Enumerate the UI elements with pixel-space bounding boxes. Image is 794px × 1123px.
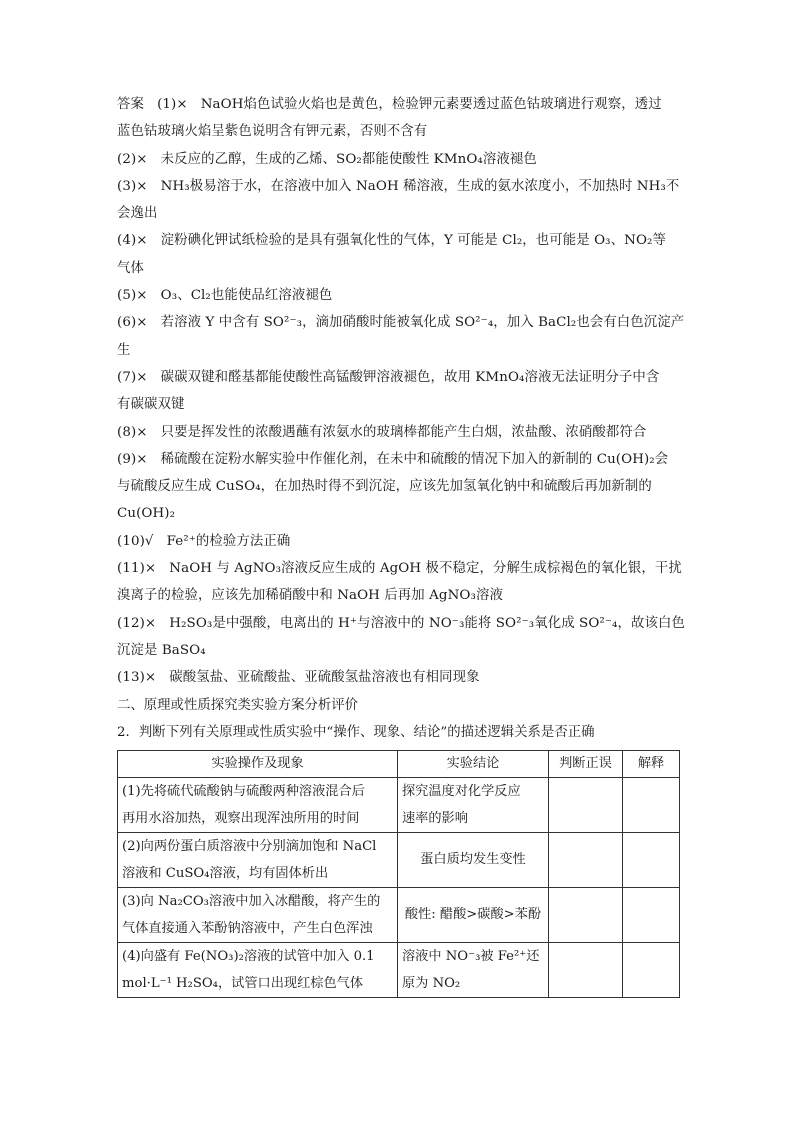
answer-7-text: 碳碳双键和醛基都能使酸性高锰酸钾溶液褪色，故用 KMnO₄溶液无法证明分子中含: [160, 369, 660, 385]
conclusion-line: 速率的影响: [402, 810, 468, 826]
answer-8: [117, 419, 679, 446]
judgement-cell[interactable]: [549, 832, 623, 887]
explanation-cell[interactable]: [623, 777, 680, 832]
answer-1-line-1: [117, 91, 679, 118]
section-title: 二、原理或性质探究类实验方案分析评价: [117, 697, 359, 713]
answer-3-line-1: [117, 173, 679, 200]
judgement-cell[interactable]: [549, 887, 623, 942]
operation-cell: [118, 887, 398, 942]
answer-13: [117, 664, 679, 691]
answer-7-line-2: 有碳碳双键: [117, 397, 185, 413]
answer-8-text: 只要是挥发性的浓酸遇蘸有浓氨水的玻璃棒都能产生白烟，浓盐酸、浓硝酸都符合: [160, 424, 647, 440]
answer-9-line-1: [117, 446, 679, 473]
conclusion-cell: 蛋白质均发生变性: [398, 832, 549, 887]
answer-label: 答案: [117, 97, 144, 112]
answer-1-number: (1)×: [157, 97, 188, 112]
answer-10: [117, 528, 679, 555]
answer-7-line-1: [117, 364, 679, 391]
answer-5-text: O₃、Cl₂也能使品红溶液褪色: [160, 288, 333, 304]
operation-line: (4)向盛有 Fe(NO₃)₂溶液的试管中加入 0.1: [122, 948, 375, 964]
answer-1-text: NaOH焰色试验火焰也是黄色，检验钾元素要透过蓝色钴玻璃进行观察，透过: [200, 97, 662, 112]
answer-4-line-1: [117, 227, 679, 254]
answer-4-line-2: 气体: [117, 260, 144, 276]
table-row: [118, 942, 680, 997]
answer-12-line-1: [117, 610, 685, 637]
answer-12-text: H₂SO₃是中强酸，电离出的 H⁺与溶液中的 NO⁻₃能将 SO²⁻₃氧化成 SO²⁻₄，故该白色: [169, 615, 685, 631]
operation-line: mol·L⁻¹ H₂SO₄，试管口出现红棕色气体: [122, 975, 364, 991]
conclusion-line: 溶液中 NO⁻₃被 Fe²⁺还: [402, 948, 540, 964]
explanation-cell[interactable]: [623, 887, 680, 942]
answer-5: [117, 282, 679, 309]
operation-line: 气体直接通入苯酚钠溶液中，产生白色浑浊: [122, 920, 373, 936]
operation-line: 溶液和 CuSO₄溶液，均有固体析出: [122, 865, 329, 881]
operation-line: (3)向 Na₂CO₃溶液中加入冰醋酸，将产生的: [122, 893, 381, 909]
operation-line: (2)向两份蛋白质溶液中分别滴加饱和 NaCl: [122, 838, 377, 854]
answer-5-number: (5)×: [117, 288, 148, 304]
answer-13-number: (13)×: [117, 670, 157, 686]
answer-3-number: (3)×: [117, 178, 148, 194]
header-conclusion: 实验结论: [398, 750, 549, 777]
answer-2-number: (2)×: [117, 151, 148, 167]
answer-12-number: (12)×: [117, 615, 157, 631]
judgement-cell[interactable]: [549, 777, 623, 832]
answer-10-number: (10)√: [117, 533, 154, 549]
operation-cell: [118, 777, 398, 832]
answer-page: [117, 91, 685, 998]
conclusion-line: 原为 NO₂: [402, 975, 461, 991]
header-explanation: 解释: [623, 750, 680, 777]
operation-cell: [118, 832, 398, 887]
operation-line: (1)先将硫代硫酸钠与硫酸两种溶液混合后: [122, 783, 365, 799]
answer-2-text: 未反应的乙醇，生成的乙烯、SO₂都能使酸性 KMnO₄溶液褪色: [160, 151, 537, 167]
table-row: [118, 832, 680, 887]
answer-12-line-2: 沉淀是 BaSO₄: [117, 642, 206, 658]
conclusion-line: 探究温度对化学反应: [402, 783, 521, 799]
answer-11-text: NaOH 与 AgNO₃溶液反应生成的 AgOH 极不稳定，分解生成棕褐色的氧化银，干扰: [169, 561, 682, 577]
answer-6-line-2: 生: [117, 342, 131, 358]
table-row: [118, 887, 680, 942]
answer-3-line-2: 会逸出: [117, 206, 158, 222]
answer-8-number: (8)×: [117, 424, 148, 440]
answer-6-number: (6)×: [117, 315, 148, 331]
answer-9-line-2: 与硫酸反应生成 CuSO₄，在加热时得不到沉淀，应该先加氢氧化钠中和硫酸后再加新制的: [117, 479, 652, 495]
header-operation: 实验操作及现象: [118, 750, 398, 777]
answer-7-number: (7)×: [117, 369, 148, 385]
answer-1-line-2: 蓝色钴玻璃火焰呈紫色说明含有钾元素，否则不含有: [117, 124, 428, 140]
answer-11-number: (11)×: [117, 561, 157, 577]
experiment-table: [117, 750, 680, 998]
answer-9-line-3: Cu(OH)₂: [117, 506, 176, 522]
answer-2: [117, 146, 679, 173]
answer-3-text: NH₃极易溶于水，在溶液中加入 NaOH 稀溶液，生成的氨水浓度小，不加热时 NH₃不: [160, 178, 680, 194]
header-judgement: 判断正误: [549, 750, 623, 777]
answer-13-text: 碳酸氢盐、亚硫酸盐、亚硫酸氢盐溶液也有相同现象: [169, 670, 480, 686]
answer-11-line-1: [117, 555, 682, 582]
explanation-cell[interactable]: [623, 942, 680, 997]
conclusion-cell: [398, 942, 549, 997]
question-text: 2．判断下列有关原理或性质实验中“操作、现象、结论”的描述逻辑关系是否正确: [117, 724, 595, 740]
conclusion-cell: [398, 777, 549, 832]
answer-9-text: 稀硫酸在淀粉水解实验中作催化剂，在未中和硫酸的情况下加入的新制的 Cu(OH)₂会: [160, 451, 669, 467]
operation-cell: [118, 942, 398, 997]
answer-4-text: 淀粉碘化钾试纸检验的是具有强氧化性的气体，Y 可能是 Cl₂，也可能是 O₃、NO₂等: [160, 233, 666, 249]
answer-6-text: 若溶液 Y 中含有 SO²⁻₃，滴加硝酸时能被氧化成 SO²⁻₄，加入 BaCl₂也会有白色沉淀产: [160, 315, 685, 331]
explanation-cell[interactable]: [623, 832, 680, 887]
judgement-cell[interactable]: [549, 942, 623, 997]
conclusion-cell: 酸性: 醋酸>碳酸>苯酚: [398, 887, 549, 942]
table-header-row: [118, 750, 680, 777]
answer-10-text: Fe²⁺的检验方法正确: [166, 533, 291, 549]
table-row: [118, 777, 680, 832]
operation-line: 再用水浴加热，观察出现浑浊所用的时间: [122, 810, 360, 826]
answer-6-line-1: [117, 309, 685, 336]
answer-11-line-2: 溴离子的检验，应该先加稀硝酸中和 NaOH 后再加 AgNO₃溶液: [117, 588, 503, 604]
answer-9-number: (9)×: [117, 451, 148, 467]
answer-4-number: (4)×: [117, 233, 148, 249]
